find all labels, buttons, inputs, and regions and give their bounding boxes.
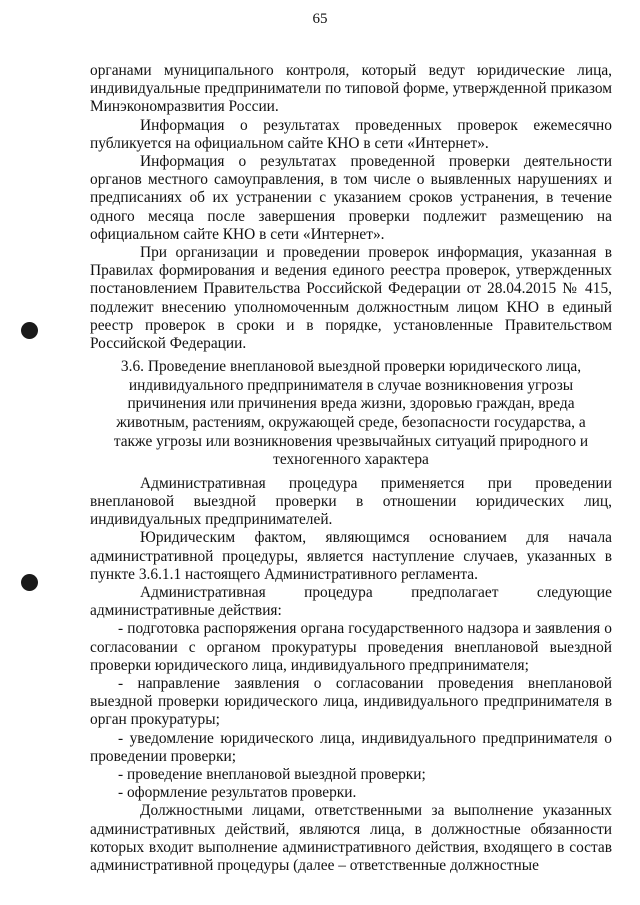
paragraph: При организации и проведении проверок информация, указанная в Правилах формирования и ведения единого реестра проверок, утвержденных постановлением Правительства Российской Федерации от 28.04.2015 № 415, подлежит внесению уполномоченным должностным лицом КНО в единый реестр проверок в сроки и в порядке, установленные Правительством Российской Федерации.: [90, 244, 612, 353]
list-item: - оформление результатов проверки.: [118, 784, 357, 802]
paragraph: органами муниципального контроля, который ведут юридические лица, индивидуальные предприниматели по типовой форме, утвержденной приказом Минэкономразвития России.: [90, 62, 612, 116]
page-number: 65: [312, 11, 328, 27]
list-item: - уведомление юридического лица, индивидуального предпринимателя о проведении проверки;: [90, 729, 612, 765]
paragraph: Информация о результатах проведенных проверок ежемесячно публикуется на официальном сайте КНО в сети «Интернет».: [90, 116, 612, 152]
list-item: - направление заявления о согласовании проведения внеплановой выездной проверки юридического лица, индивидуального предпринимателя в орган прокуратуры;: [90, 675, 612, 729]
section-heading: 3.6. Проведение внеплановой выездной проверки юридического лица, индивидуального предпринимателя в случае возникновения угрозы причинения или причинения вреда жизни, здоровью граждан, вреда животным, растениям, окружающей среде, безопасности государства, а также угрозы или возникновения чрезвычайных ситуаций природного и техногенного характера: [113, 358, 589, 469]
paragraph: Информация о результатах проведенной проверки деятельности органов местного самоуправления, в том числе о выявленных нарушениях и предписаниях об их устранении с указанием сроков устранения, в течение одного месяца после завершения проверки подлежит размещению на официальном сайте КНО в сети «Интернет».: [90, 153, 612, 243]
paragraph: Административная процедура применяется при проведении внеплановой выездной проверки в отношении юридических лиц, индивидуальных предпринимателей.: [90, 474, 612, 529]
document-body: [90, 62, 612, 875]
list-item: - проведение внеплановой выездной проверки;: [118, 766, 426, 784]
hole-punch-mark: [21, 322, 38, 339]
hole-punch-mark: [21, 574, 38, 591]
paragraph: Должностными лицами, ответственными за выполнение указанных административных действий, являются лица, в должностные обязанности которых входит выполнение административного действия, входящего в состав административной процедуры (далее – ответственные должностные: [90, 802, 612, 875]
paragraph: Административная процедура предполагает следующие административные действия:: [90, 584, 612, 620]
list-item: - подготовка распоряжения органа государственного надзора и заявления о согласовании с органом прокуратуры проведения внеплановой выездной проверки юридического лица, индивидуального предпринимателя;: [90, 620, 612, 674]
paragraph: Юридическим фактом, являющимся основанием для начала административной процедуры, является наступление случаев, указанных в пункте 3.6.1.1 настоящего Административного регламента.: [90, 529, 612, 583]
